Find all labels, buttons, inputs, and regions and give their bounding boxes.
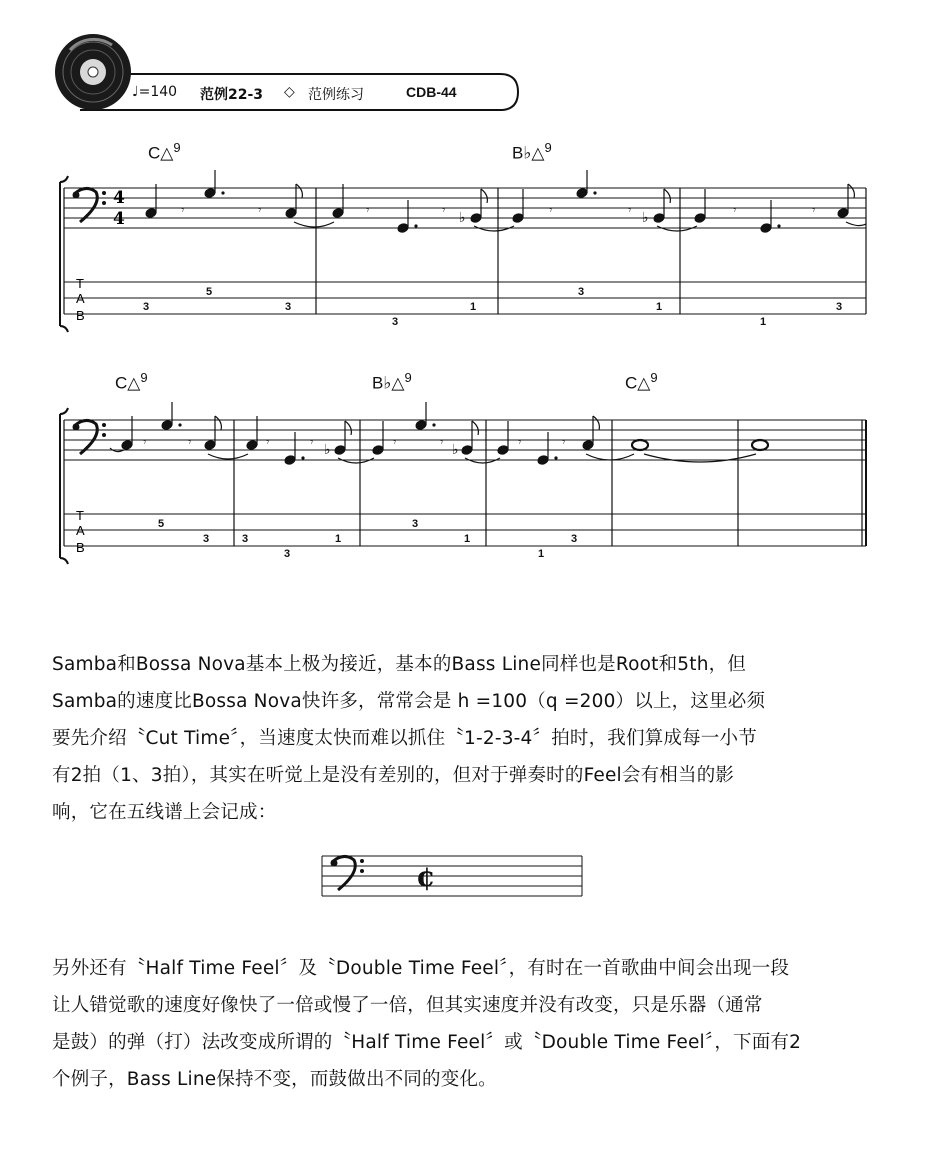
tab-number: 1 bbox=[335, 533, 342, 545]
diamond-icon: ◇ bbox=[284, 84, 295, 100]
chord-symbol: B♭△$^9$ bbox=[512, 140, 552, 163]
time-sig-bottom: 4 bbox=[113, 209, 125, 229]
tab-number: 3 bbox=[836, 301, 843, 313]
tab-number: 3 bbox=[571, 533, 578, 545]
example-type: 范例练习 bbox=[308, 87, 364, 103]
cut-time-icon: ¢ bbox=[416, 860, 436, 893]
cd-icon bbox=[55, 34, 131, 110]
svg-text:♭: ♭ bbox=[459, 210, 466, 226]
text-line: 响，它在五线谱上会记成： bbox=[52, 802, 277, 823]
svg-text:𝄾: 𝄾 bbox=[393, 435, 397, 450]
text-line: 是鼓）的弹（打）法改变成所谓的〝Half Time Feel〞或〝Double Time Feel〞，下面有2 bbox=[52, 1032, 802, 1053]
text-line: Samba的速度比Bossa Nova快许多，常常会是 h =100（q =200）以上，这里必须 bbox=[52, 691, 766, 712]
tab-letter: B bbox=[76, 308, 85, 323]
chord-symbol: B♭△$^9$ bbox=[372, 370, 412, 393]
example-header bbox=[0, 0, 951, 130]
text-line: Samba和Bossa Nova基本上极为接近，基本的Bass Line同样也是Root和5th，但 bbox=[52, 654, 747, 675]
text-line: 另外还有〝Half Time Feel〞及〝Double Time Feel〞，有时在一首歌曲中间会出现一段 bbox=[52, 958, 790, 979]
tab-number: 1 bbox=[464, 533, 471, 545]
tab-staff bbox=[64, 282, 866, 314]
svg-text:♭: ♭ bbox=[324, 442, 331, 458]
time-sig-top: 4 bbox=[113, 188, 125, 208]
svg-text:𝄾: 𝄾 bbox=[143, 435, 147, 450]
text-line: 有2拍（1、3拍），其实在听觉上是没有差别的，但对于弹奏时的Feel会有相当的影 bbox=[52, 765, 735, 786]
tab-number: 1 bbox=[538, 548, 545, 560]
paragraph-half-double-time bbox=[52, 950, 882, 1098]
tab-number: 5 bbox=[206, 286, 213, 298]
svg-text:𝄾: 𝄾 bbox=[258, 203, 262, 218]
svg-text:𝄾: 𝄾 bbox=[442, 203, 446, 218]
text-line: 个例子，Bass Line保持不变，而鼓做出不同的变化。 bbox=[52, 1069, 497, 1090]
tab-letter: A bbox=[76, 291, 85, 306]
svg-text:𝄾: 𝄾 bbox=[549, 203, 553, 218]
paragraph-samba-intro bbox=[52, 646, 882, 831]
svg-text:𝄾: 𝄾 bbox=[366, 203, 370, 218]
bass-clef-icon bbox=[331, 856, 365, 890]
score-system-2 bbox=[0, 402, 951, 572]
header-banner bbox=[0, 0, 951, 130]
text-line: 让人错觉歌的速度好像快了一倍或慢了一倍，但其实速度并没有改变，只是乐器（通常 bbox=[52, 995, 763, 1016]
svg-text:𝄾: 𝄾 bbox=[310, 435, 314, 450]
chord-symbol: C△$^9$ bbox=[148, 140, 181, 163]
svg-text:𝄾: 𝄾 bbox=[188, 435, 192, 450]
chord-symbol: C△$^9$ bbox=[115, 370, 148, 393]
tab-number: 3 bbox=[284, 548, 291, 560]
cd-track: CDB-44 bbox=[406, 84, 457, 100]
bass-clef-icon bbox=[73, 420, 107, 454]
bar-lines bbox=[64, 420, 866, 546]
tab-number: 1 bbox=[656, 301, 663, 313]
text-line: 要先介绍〝Cut Time〞，当速度太快而难以抓住〝1-2-3-4〞拍时，我们算成每一小节 bbox=[52, 728, 757, 749]
tab-number: 3 bbox=[143, 301, 150, 313]
tab-number: 3 bbox=[578, 286, 585, 298]
svg-text:𝄾: 𝄾 bbox=[812, 203, 816, 218]
example-number: 范例22-3 bbox=[200, 87, 264, 103]
tab-letter: B bbox=[76, 540, 85, 555]
tab-letter: T bbox=[76, 508, 84, 523]
chord-symbol: C△$^9$ bbox=[625, 370, 658, 393]
svg-text:♭: ♭ bbox=[452, 442, 459, 458]
tab-number: 5 bbox=[158, 518, 165, 530]
tab-number: 1 bbox=[470, 301, 477, 313]
tab-number: 3 bbox=[203, 533, 210, 545]
score-system-1 bbox=[0, 170, 951, 340]
tab-number: 3 bbox=[392, 316, 399, 328]
tab-number: 3 bbox=[412, 518, 419, 530]
svg-text:𝄾: 𝄾 bbox=[181, 203, 185, 218]
svg-text:𝄾: 𝄾 bbox=[518, 435, 522, 450]
tab-number: 1 bbox=[760, 316, 767, 328]
notation-measure bbox=[145, 170, 866, 234]
cut-time-staff bbox=[0, 852, 951, 902]
tab-letter: A bbox=[76, 523, 85, 538]
notation-measure bbox=[110, 402, 768, 466]
svg-text:𝄾: 𝄾 bbox=[733, 203, 737, 218]
svg-text:𝄾: 𝄾 bbox=[266, 435, 270, 450]
tab-number: 3 bbox=[285, 301, 292, 313]
tempo-marking: ♩=140 bbox=[132, 84, 178, 100]
tab-letter: T bbox=[76, 276, 84, 291]
svg-text:𝄾: 𝄾 bbox=[628, 203, 632, 218]
svg-text:♭: ♭ bbox=[642, 210, 649, 226]
svg-text:𝄾: 𝄾 bbox=[562, 435, 566, 450]
svg-text:𝄾: 𝄾 bbox=[440, 435, 444, 450]
bass-clef-icon bbox=[73, 188, 107, 222]
tab-number: 3 bbox=[242, 533, 249, 545]
